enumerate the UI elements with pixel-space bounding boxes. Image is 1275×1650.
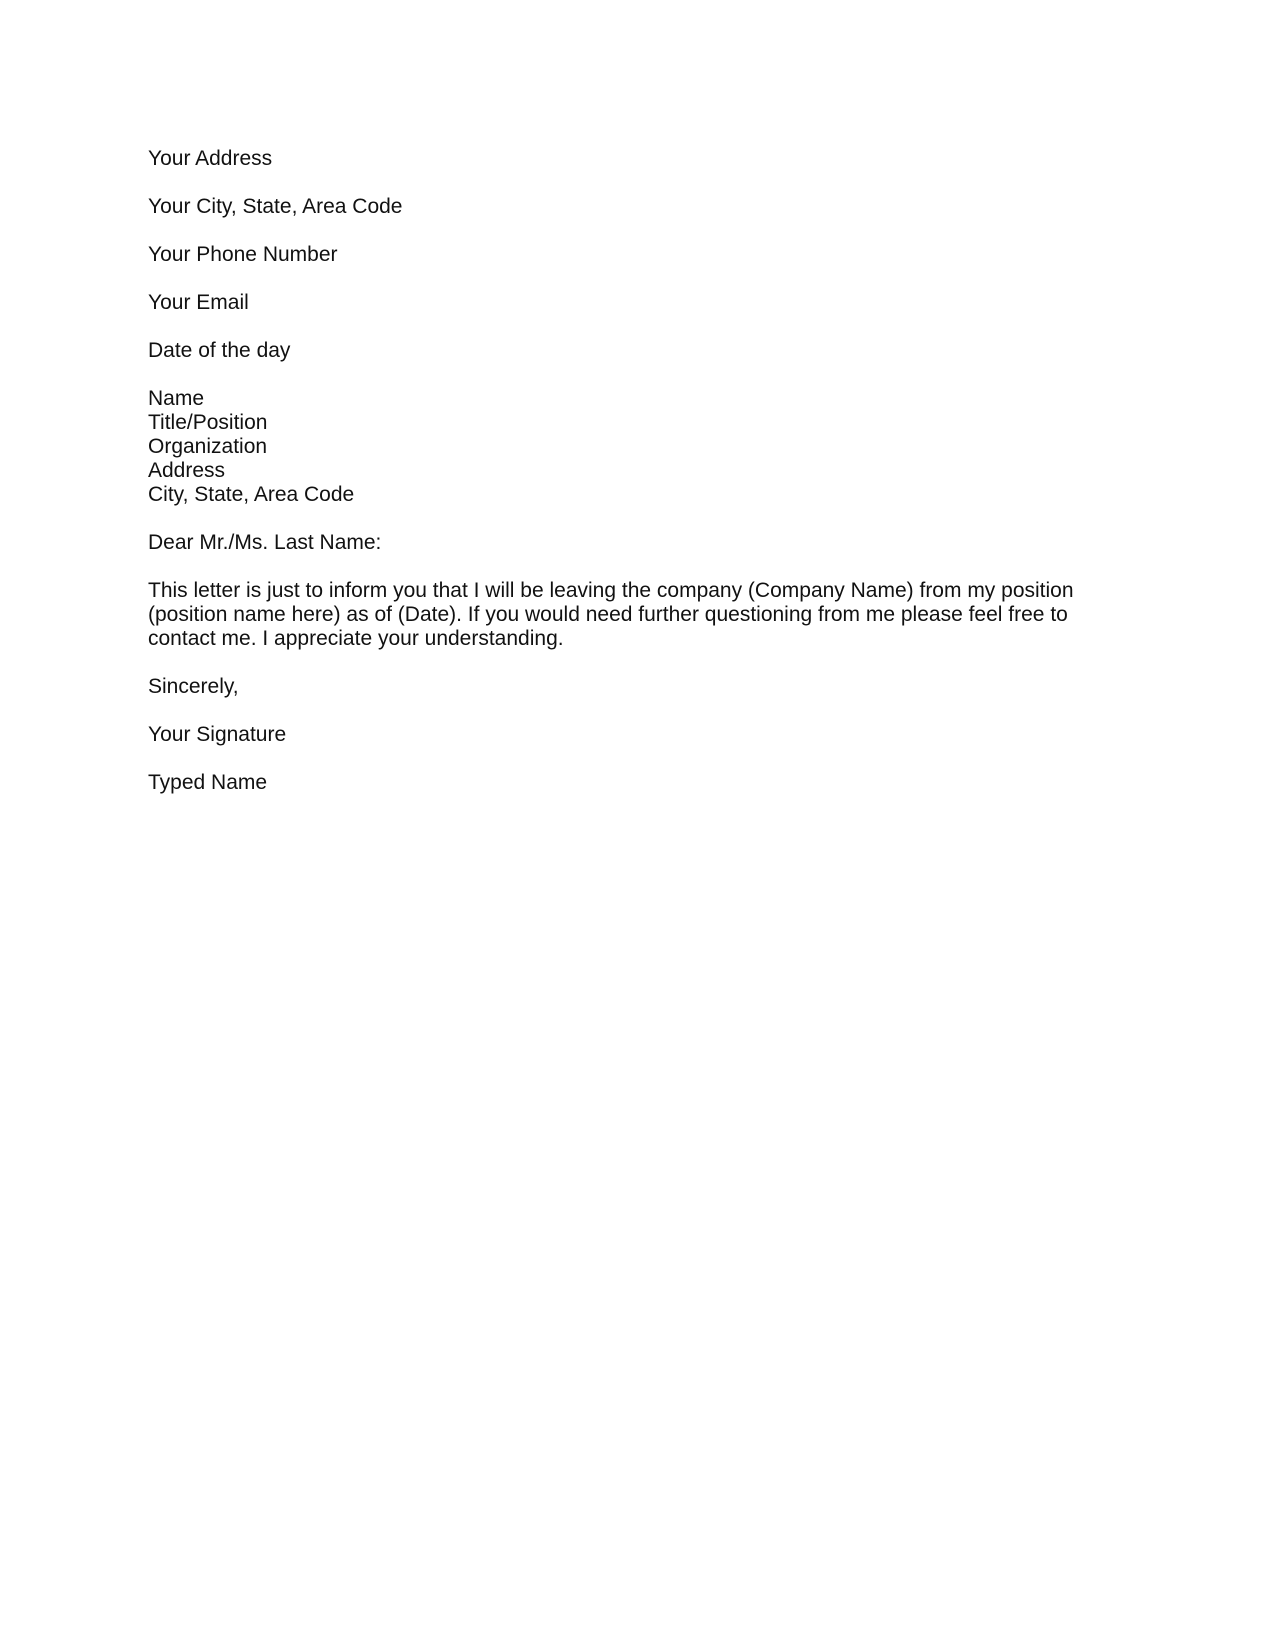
recipient-address: Address: [148, 459, 226, 482]
recipient-name: Name: [148, 387, 205, 410]
sender-email: Your Email: [148, 291, 249, 314]
signature-placeholder: Your Signature: [148, 723, 287, 746]
recipient-city-state-zip: City, State, Area Code: [148, 483, 355, 506]
letter-date: Date of the day: [148, 339, 291, 362]
salutation: Dear Mr./Ms. Last Name:: [148, 531, 382, 554]
recipient-title: Title/Position: [148, 411, 268, 434]
sender-city-state-zip: Your City, State, Area Code: [148, 195, 403, 218]
typed-name: Typed Name: [148, 771, 268, 794]
recipient-block: [148, 387, 1088, 507]
sender-phone: Your Phone Number: [148, 243, 338, 266]
closing: Sincerely,: [148, 675, 239, 698]
sender-address: Your Address: [148, 147, 273, 170]
letter-body: This letter is just to inform you that I will be leaving the company (Company Name) from my position (position name here) as of (Date). If you would need further questioning from me please feel free to contact me. I appreciate your understanding.: [148, 579, 1074, 650]
letter-content: [148, 147, 1088, 795]
recipient-organization: Organization: [148, 435, 268, 458]
